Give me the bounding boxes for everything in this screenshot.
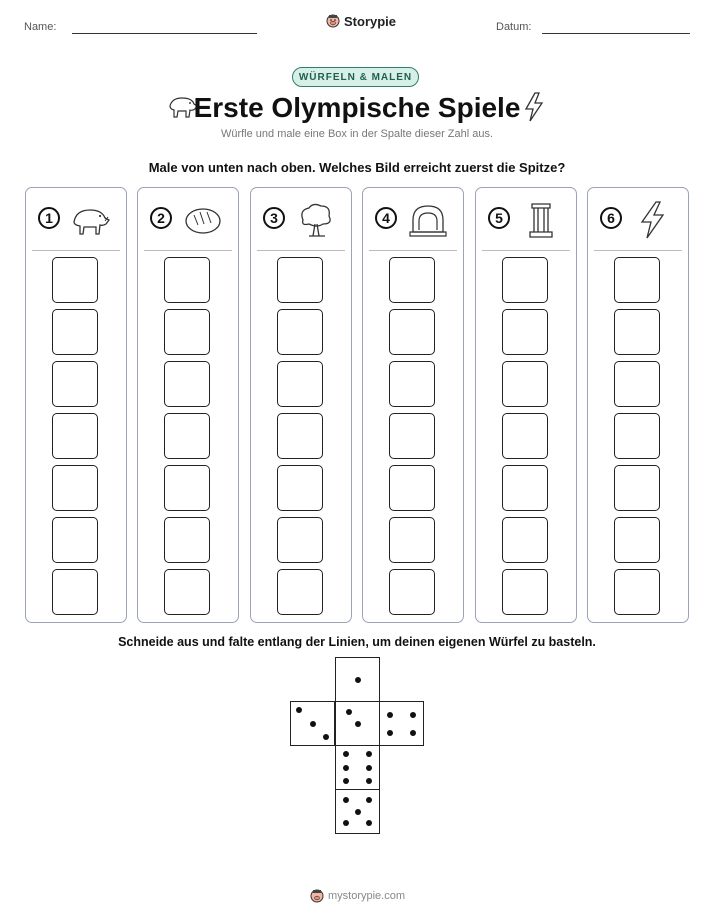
color-box[interactable] [389,517,435,563]
color-box[interactable] [277,257,323,303]
color-box[interactable] [164,361,210,407]
dice-pip [343,797,349,803]
dice-pip [323,734,329,740]
color-box[interactable] [164,517,210,563]
dice-face [335,701,380,746]
dice-pip [310,721,316,727]
dice-pip [387,712,393,718]
lightning-icon [523,92,545,122]
dice-pip [343,751,349,757]
name-line[interactable] [72,33,257,34]
column-number: 3 [263,207,285,229]
color-box[interactable] [389,465,435,511]
color-box[interactable] [502,569,548,615]
dice-pip [355,809,361,815]
color-box[interactable] [502,361,548,407]
color-box[interactable] [614,517,660,563]
dice-face [335,657,380,702]
color-box[interactable] [389,413,435,459]
color-box[interactable] [52,517,98,563]
column-6 [587,187,689,623]
dice-pip [296,707,302,713]
footer-url: mystorypie.com [328,890,406,902]
color-box[interactable] [164,465,210,511]
pig-icon [310,888,324,904]
column-divider [257,250,345,251]
brand-logo [326,13,396,29]
color-box[interactable] [389,257,435,303]
brand-name: Storypie [344,13,397,29]
dice-pip [410,712,416,718]
date-label: Datum: [496,21,532,33]
pig-icon [326,13,340,29]
color-box[interactable] [277,361,323,407]
color-box[interactable] [614,569,660,615]
color-box[interactable] [614,465,660,511]
dice-pip [355,677,361,683]
column-5 [475,187,577,623]
color-box[interactable] [164,569,210,615]
dice-face [335,745,380,790]
column-divider [482,250,570,251]
dice-face [379,701,424,746]
color-box[interactable] [277,569,323,615]
color-box[interactable] [502,413,548,459]
column-3 [250,187,352,623]
oven-icon [407,200,449,240]
color-box[interactable] [614,257,660,303]
name-label: Name: [24,21,57,33]
lightning-icon [632,200,674,240]
dice-pip [355,721,361,727]
color-box[interactable] [164,257,210,303]
color-box[interactable] [52,257,98,303]
boar-icon [70,200,112,240]
color-box[interactable] [389,569,435,615]
color-box[interactable] [614,361,660,407]
column-number: 1 [38,207,60,229]
dice-pip [387,730,393,736]
footer [310,888,405,904]
color-box[interactable] [277,413,323,459]
color-box[interactable] [614,413,660,459]
dice-pip [343,765,349,771]
color-box[interactable] [164,309,210,355]
color-box[interactable] [277,309,323,355]
column-number: 6 [600,207,622,229]
color-box[interactable] [502,465,548,511]
subtitle: Würfle und male eine Box in der Spalte dieser Zahl aus. [220,128,494,140]
dice-pip [366,797,372,803]
color-box[interactable] [52,569,98,615]
dice-pip [366,751,372,757]
color-box[interactable] [502,257,548,303]
instruction-text: Male von unten nach oben. Welches Bild erreicht zuerst die Spitze? [148,160,566,175]
color-box[interactable] [52,361,98,407]
column-number: 5 [488,207,510,229]
column-icon [520,200,562,240]
cut-instruction: Schneide aus und falte entlang der Linien, um deinen eigenen Würfel zu basteln. [118,635,596,649]
olive-tree-icon [295,200,337,240]
dice-pip [366,778,372,784]
column-divider [32,250,120,251]
color-box[interactable] [277,465,323,511]
column-4 [362,187,464,623]
dice-face [290,701,335,746]
dice-pip [343,778,349,784]
category-badge: WÜRFELN & MALEN [292,67,419,87]
column-number: 4 [375,207,397,229]
column-1 [25,187,127,623]
color-box[interactable] [614,309,660,355]
color-box[interactable] [52,413,98,459]
color-box[interactable] [164,413,210,459]
column-divider [144,250,232,251]
column-divider [594,250,682,251]
dice-pip [343,820,349,826]
date-line[interactable] [542,33,690,34]
dice-pip [346,709,352,715]
dice-pip [366,765,372,771]
color-box[interactable] [502,309,548,355]
color-box[interactable] [52,309,98,355]
column-number: 2 [150,207,172,229]
color-box[interactable] [52,465,98,511]
color-box[interactable] [389,309,435,355]
page-title: Erste Olympische Spiele [193,92,521,123]
dice-pip [410,730,416,736]
column-2 [137,187,239,623]
bread-icon [182,200,224,240]
dice-pip [366,820,372,826]
color-box[interactable] [502,517,548,563]
color-box[interactable] [389,361,435,407]
column-divider [369,250,457,251]
dice-face [335,789,380,834]
color-box[interactable] [277,517,323,563]
